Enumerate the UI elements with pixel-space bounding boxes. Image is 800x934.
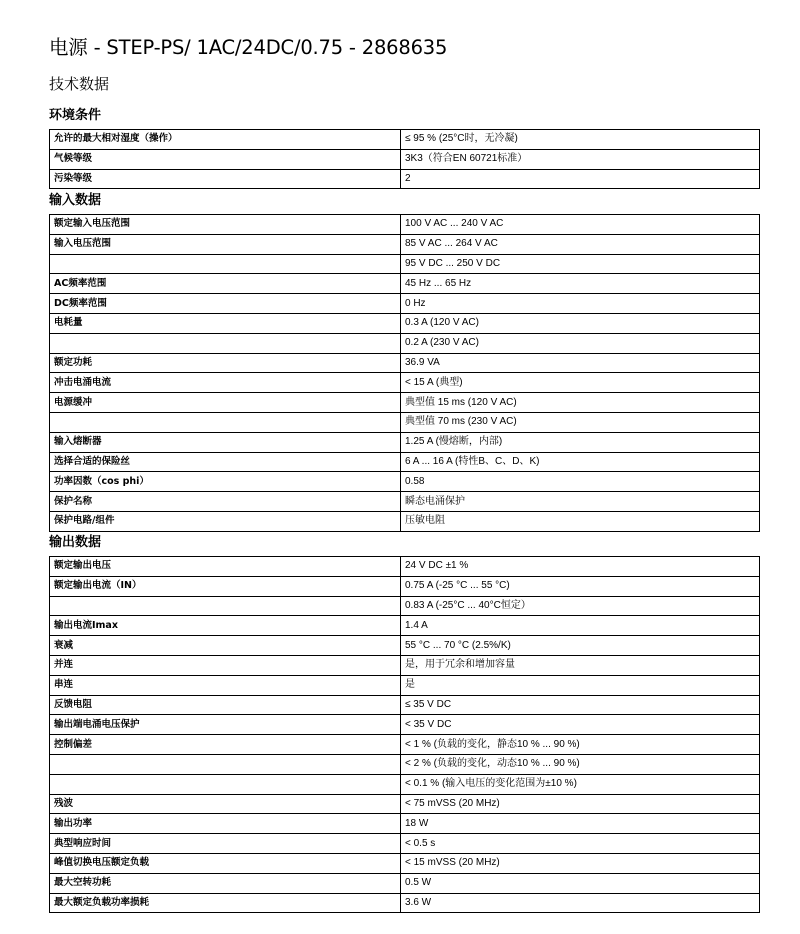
table-row	[50, 130, 760, 150]
spec-key: 典型响应时间	[50, 834, 401, 854]
table-row	[50, 636, 760, 656]
section-heading-output-data: 输出数据	[49, 535, 102, 550]
spec-key	[50, 754, 401, 774]
spec-value: 1.25 A (慢熔断，内部)	[401, 432, 760, 452]
spec-value: < 15 mVSS (20 MHz)	[401, 853, 760, 873]
spec-value: 18 W	[401, 814, 760, 834]
table-row	[50, 695, 760, 715]
table-row	[50, 333, 760, 353]
spec-value: 0.3 A (120 V AC)	[401, 313, 760, 333]
spec-value: 55 °C ... 70 °C (2.5%/K)	[401, 636, 760, 656]
table-row	[50, 774, 760, 794]
spec-value: 100 V AC ... 240 V AC	[401, 215, 760, 235]
spec-value: 6 A ... 16 A (特性B、C、D、K)	[401, 452, 760, 472]
table-row	[50, 472, 760, 492]
table-row	[50, 616, 760, 636]
spec-key: 功率因数（cos phi）	[50, 472, 401, 492]
table-row	[50, 675, 760, 695]
spec-key	[50, 596, 401, 616]
spec-key: 输出功率	[50, 814, 401, 834]
spec-table-environment	[49, 129, 760, 189]
section-heading-environment: 环境条件	[49, 108, 102, 123]
spec-value: 0.83 A (-25°C ... 40°C恒定）	[401, 596, 760, 616]
spec-key: 反馈电阻	[50, 695, 401, 715]
spec-key: 输出端电涌电压保护	[50, 715, 401, 735]
spec-value: 45 Hz ... 65 Hz	[401, 274, 760, 294]
spec-value: < 0.5 s	[401, 834, 760, 854]
spec-value: 瞬态电涌保护	[401, 492, 760, 512]
table-row	[50, 393, 760, 413]
spec-value: 2	[401, 169, 760, 189]
spec-value: 85 V AC ... 264 V AC	[401, 234, 760, 254]
section-heading-input-data: 输入数据	[49, 193, 102, 208]
spec-key: 电耗量	[50, 313, 401, 333]
table-row	[50, 432, 760, 452]
table-row	[50, 873, 760, 893]
table-row	[50, 373, 760, 393]
spec-key: 残波	[50, 794, 401, 814]
spec-key: 额定输出电压	[50, 557, 401, 577]
spec-value: 典型值 70 ms (230 V AC)	[401, 412, 760, 432]
table-row	[50, 735, 760, 755]
spec-key: 污染等级	[50, 169, 401, 189]
spec-key: 峰值切换电压额定负载	[50, 853, 401, 873]
spec-key: AC频率范围	[50, 274, 401, 294]
spec-value: 3K3（符合EN 60721标准）	[401, 149, 760, 169]
spec-value: < 0.1 % (输入电压的变化范围为±10 %)	[401, 774, 760, 794]
spec-key	[50, 774, 401, 794]
spec-key: 衰减	[50, 636, 401, 656]
spec-key: 额定输入电压范围	[50, 215, 401, 235]
spec-key: 冲击电涌电流	[50, 373, 401, 393]
table-row	[50, 254, 760, 274]
spec-value: 3.6 W	[401, 893, 760, 913]
page-subtitle: 技术数据	[49, 75, 110, 93]
spec-key: 最大空转功耗	[50, 873, 401, 893]
table-row	[50, 313, 760, 333]
spec-value: ≤ 95 % (25°C时，无冷凝)	[401, 130, 760, 150]
spec-key: 保护电路/组件	[50, 511, 401, 531]
table-row	[50, 893, 760, 913]
spec-key: DC频率范围	[50, 294, 401, 314]
spec-value: 0.58	[401, 472, 760, 492]
spec-value: 95 V DC ... 250 V DC	[401, 254, 760, 274]
spec-value: 24 V DC ±1 %	[401, 557, 760, 577]
spec-key: 最大额定负载功率损耗	[50, 893, 401, 913]
table-row	[50, 149, 760, 169]
table-row	[50, 794, 760, 814]
table-row	[50, 492, 760, 512]
table-row	[50, 234, 760, 254]
table-row	[50, 853, 760, 873]
spec-key: 输入熔断器	[50, 432, 401, 452]
table-row	[50, 596, 760, 616]
spec-key: 控制偏差	[50, 735, 401, 755]
spec-value: < 2 % (负载的变化，动态10 % ... 90 %)	[401, 754, 760, 774]
table-row	[50, 655, 760, 675]
spec-key: 允许的最大相对湿度（操作）	[50, 130, 401, 150]
spec-value: 36.9 VA	[401, 353, 760, 373]
spec-key: 串连	[50, 675, 401, 695]
table-row	[50, 353, 760, 373]
spec-key: 额定输出电流（IN）	[50, 576, 401, 596]
spec-value: 0 Hz	[401, 294, 760, 314]
spec-key	[50, 412, 401, 432]
table-row	[50, 169, 760, 189]
spec-value: 0.5 W	[401, 873, 760, 893]
table-row	[50, 274, 760, 294]
spec-value: 压敏电阻	[401, 511, 760, 531]
spec-value: 典型值 15 ms (120 V AC)	[401, 393, 760, 413]
spec-value: < 15 A (典型)	[401, 373, 760, 393]
table-row	[50, 294, 760, 314]
table-row	[50, 834, 760, 854]
spec-value: 是	[401, 675, 760, 695]
spec-key: 输入电压范围	[50, 234, 401, 254]
table-row	[50, 215, 760, 235]
table-row	[50, 715, 760, 735]
table-row	[50, 814, 760, 834]
table-row	[50, 754, 760, 774]
spec-key: 气候等级	[50, 149, 401, 169]
spec-table-input-data	[49, 214, 760, 532]
spec-key	[50, 333, 401, 353]
spec-value: 是，用于冗余和增加容量	[401, 655, 760, 675]
spec-table-output-data	[49, 556, 760, 913]
table-row	[50, 576, 760, 596]
spec-value: ≤ 35 V DC	[401, 695, 760, 715]
spec-value: < 1 % (负载的变化，静态10 % ... 90 %)	[401, 735, 760, 755]
table-row	[50, 412, 760, 432]
table-row	[50, 452, 760, 472]
spec-key: 电源缓冲	[50, 393, 401, 413]
spec-key: 保护名称	[50, 492, 401, 512]
page-title: 电源 - STEP-PS/ 1AC/24DC/0.75 - 2868635	[49, 36, 448, 59]
spec-key: 并连	[50, 655, 401, 675]
spec-value: 0.75 A (-25 °C ... 55 °C)	[401, 576, 760, 596]
spec-value: 1.4 A	[401, 616, 760, 636]
spec-value: 0.2 A (230 V AC)	[401, 333, 760, 353]
spec-key: 额定功耗	[50, 353, 401, 373]
spec-value: < 75 mVSS (20 MHz)	[401, 794, 760, 814]
spec-key: 输出电流Imax	[50, 616, 401, 636]
spec-value: < 35 V DC	[401, 715, 760, 735]
spec-key: 选择合适的保险丝	[50, 452, 401, 472]
table-row	[50, 511, 760, 531]
spec-key	[50, 254, 401, 274]
table-row	[50, 557, 760, 577]
